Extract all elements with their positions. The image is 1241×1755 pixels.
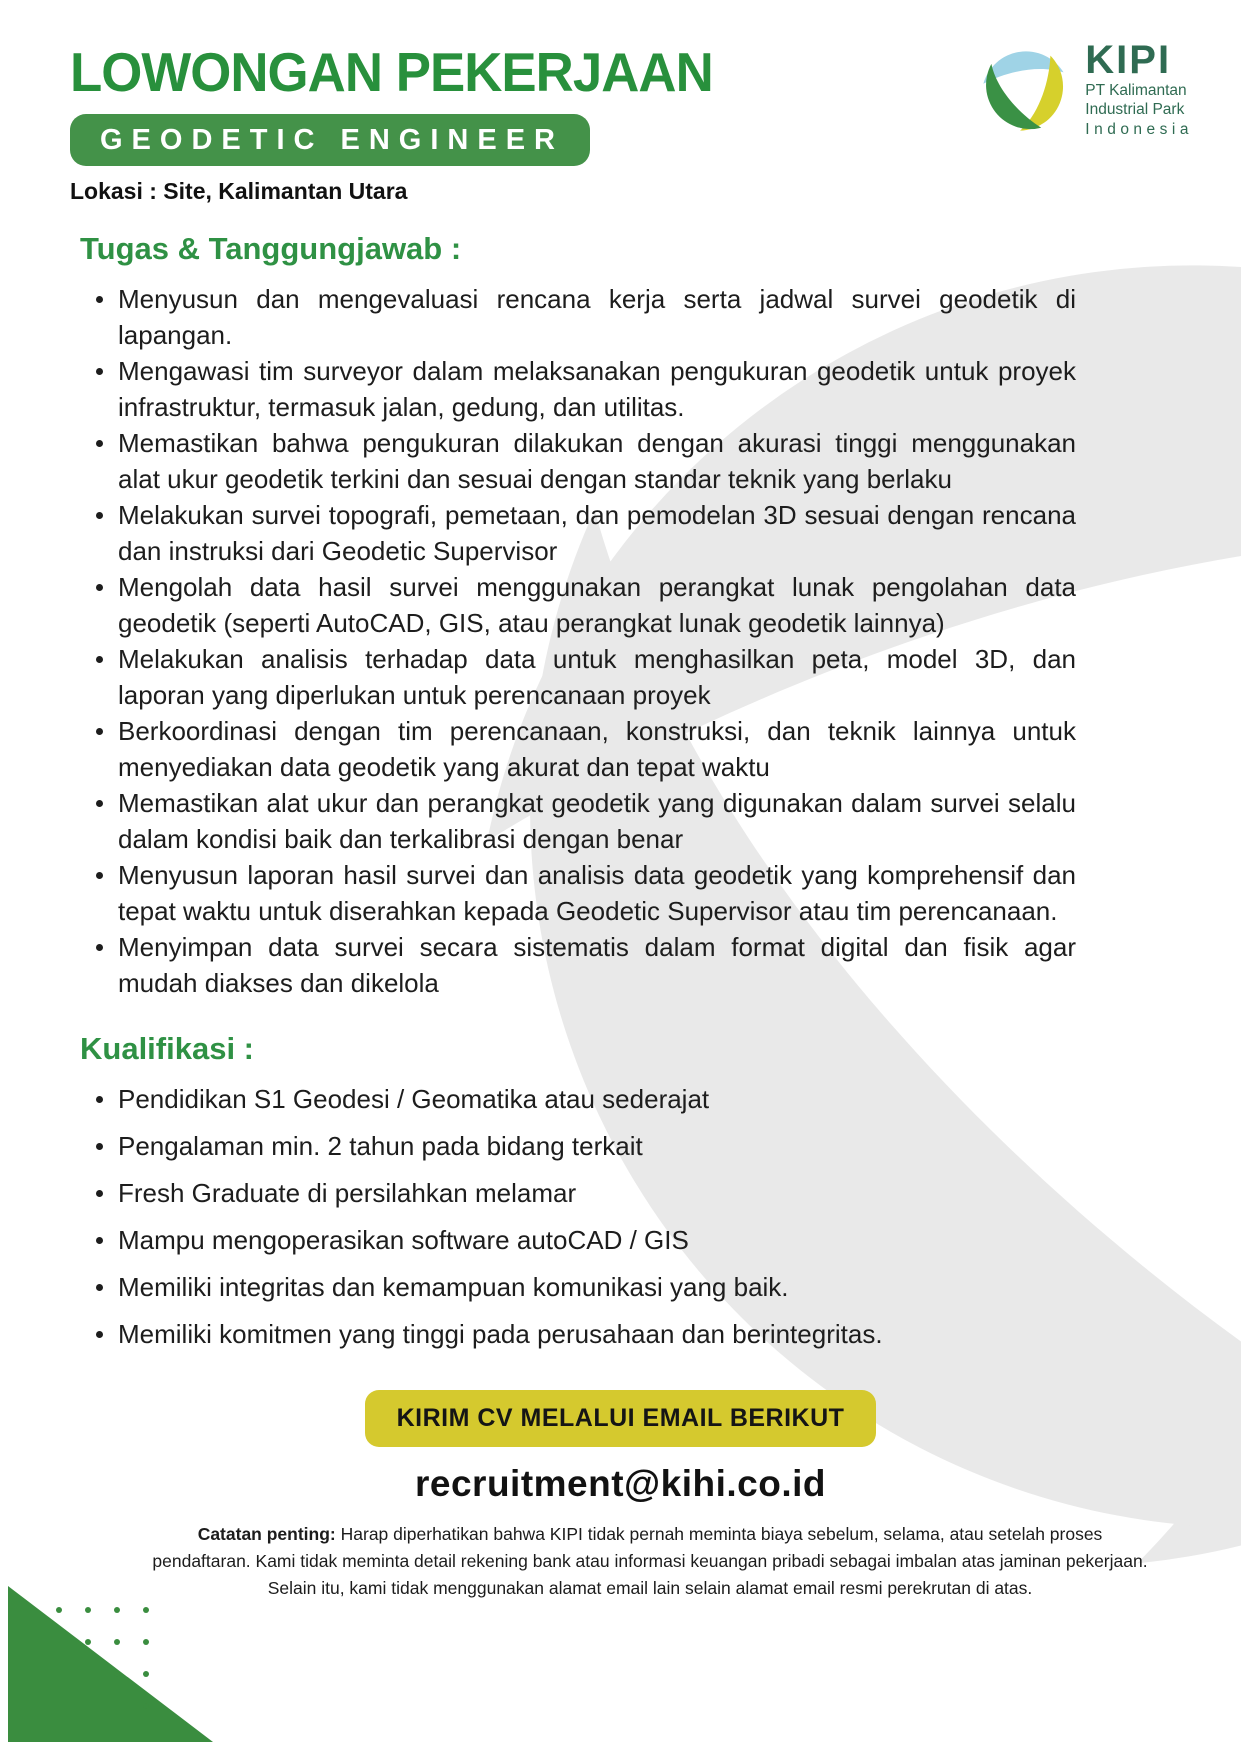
responsibilities-heading: Tugas & Tanggungjawab : [80, 230, 462, 266]
company-logo [979, 40, 1193, 138]
list-item: Mampu mengoperasikan software autoCAD / GIS [80, 1222, 1076, 1258]
company-line3: Indonesia [1085, 120, 1193, 138]
list-item: Mengolah data hasil survei menggunakan perangkat lunak pengolahan data geodetik (seperti AutoCAD, GIS, atau perangkat lunak geodetik lainnya) [80, 569, 1076, 641]
list-item: Pendidikan S1 Geodesi / Geomatika atau sederajat [80, 1081, 1076, 1117]
list-item: Fresh Graduate di persilahkan melamar [80, 1175, 1076, 1211]
list-item: Berkoordinasi dengan tim perencanaan, konstruksi, dan teknik lainnya untuk menyediakan data geodetik yang akurat dan tepat waktu [80, 713, 1076, 785]
dots-decoration [44, 1594, 160, 1722]
list-item: Memastikan bahwa pengukuran dilakukan dengan akurasi tinggi menggunakan alat ukur geodetik terkini dan sesuai dengan standar teknik yang berlaku [80, 425, 1076, 497]
qualifications-section [0, 1031, 1241, 1352]
kipi-leaf-logo-icon [979, 43, 1071, 135]
send-cv-button[interactable]: KIRIM CV MELALUI EMAIL BERIKUT [365, 1390, 877, 1447]
location-text: Lokasi : Site, Kalimantan Utara [70, 177, 408, 204]
list-item: Memastikan alat ukur dan perangkat geodetik yang digunakan dalam survei selalu dalam kondisi baik dan terkalibrasi dengan benar [80, 785, 1076, 857]
important-note-label: Catatan penting: [197, 1523, 336, 1544]
responsibilities-list [80, 281, 1076, 1001]
list-item: Pengalaman min. 2 tahun pada bidang terkait [80, 1128, 1076, 1164]
list-item: Mengawasi tim surveyor dalam melaksanakan pengukuran geodetik untuk proyek infrastruktur, termasuk jalan, gedung, dan utilitas. [80, 353, 1076, 425]
position-badge: GEODETIC ENGINEER [70, 114, 590, 166]
list-item: Memiliki integritas dan kemampuan komunikasi yang baik. [80, 1269, 1076, 1305]
recruitment-email[interactable]: recruitment@kihi.co.id [415, 1462, 826, 1504]
list-item: Memiliki komitmen yang tinggi pada perusahaan dan berintegritas. [80, 1316, 1076, 1352]
company-name: KIPI [1085, 38, 1172, 82]
cta-block [0, 1390, 1241, 1505]
list-item: Menyusun dan mengevaluasi rencana kerja serta jadwal survei geodetik di lapangan. [80, 281, 1076, 353]
company-wordmark [1085, 40, 1193, 138]
page-title: LOWONGAN PEKERJAAN [70, 41, 713, 103]
important-note [150, 1521, 1150, 1602]
company-line2: Industrial Park [1085, 101, 1185, 119]
qualifications-heading: Kualifikasi : [80, 1030, 254, 1066]
list-item: Menyusun laporan hasil survei dan analisis data geodetik yang komprehensif dan tepat waktu untuk diserahkan kepada Geodetic Supervisor atau tim perencanaan. [80, 857, 1076, 929]
important-note-text: Harap diperhatikan bahwa KIPI tidak pernah meminta biaya sebelum, selama, atau setelah proses pendaftaran. Kami tidak meminta detail rekening bank atau informasi keuangan pribadi sebagai imbalan atas jaminan pekerjaan. Selain itu, kami tidak menggunakan alamat email lain selain alamat email resmi perekrutan di atas. [152, 1523, 1148, 1598]
list-item: Melakukan analisis terhadap data untuk menghasilkan peta, model 3D, dan laporan yang diperlukan untuk perencanaan proyek [80, 641, 1076, 713]
list-item: Menyimpan data survei secara sistematis dalam format digital dan fisik agar mudah diakses dan dikelola [80, 929, 1076, 1001]
responsibilities-section [0, 231, 1241, 1001]
qualifications-list [80, 1081, 1076, 1352]
list-item: Melakukan survei topografi, pemetaan, dan pemodelan 3D sesuai dengan rencana dan instruksi dari Geodetic Supervisor [80, 497, 1076, 569]
company-line1: PT Kalimantan [1085, 82, 1187, 99]
